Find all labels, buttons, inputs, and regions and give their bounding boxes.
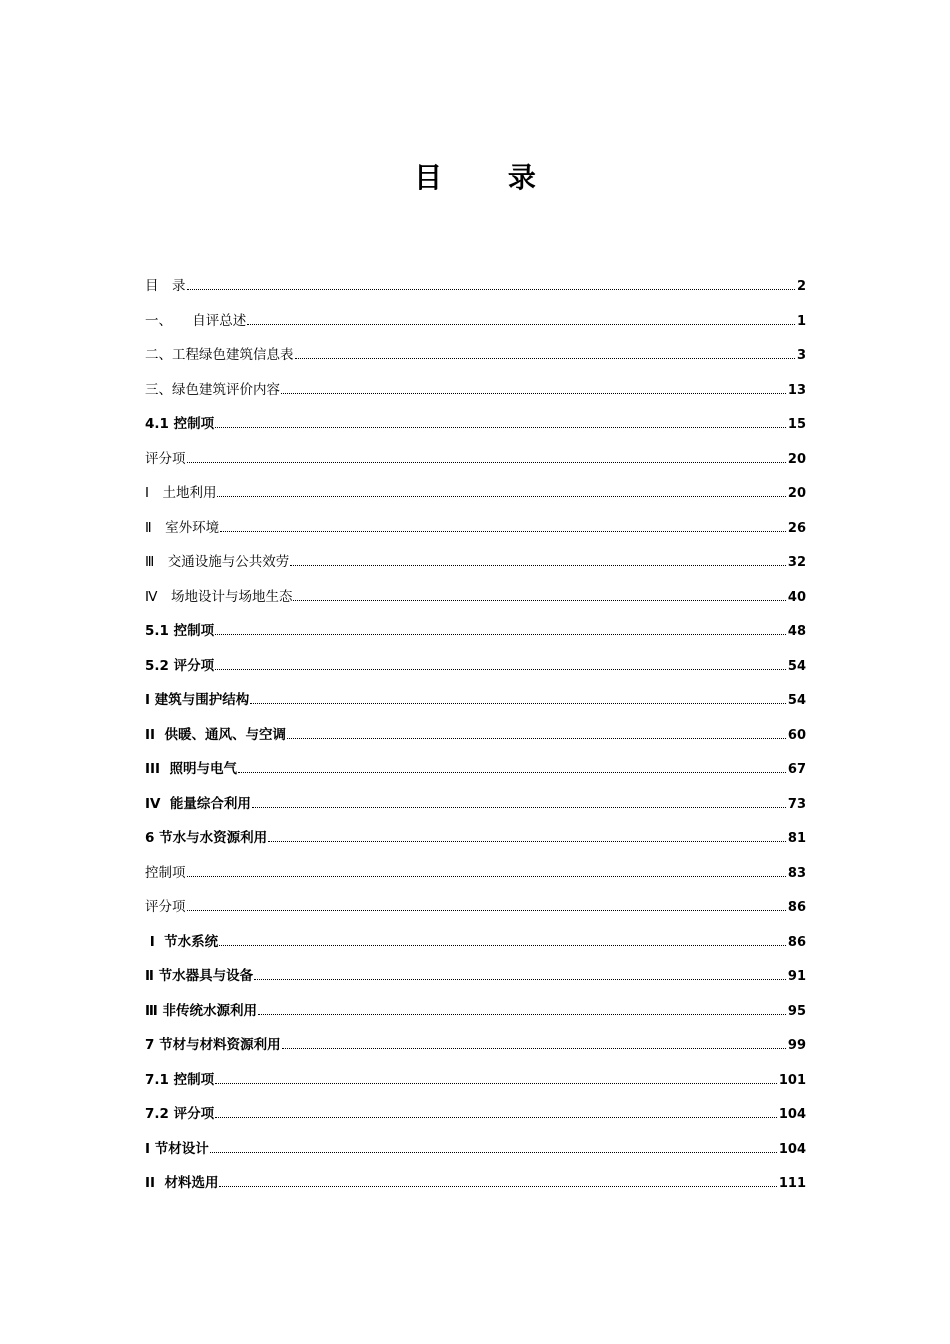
- toc-dot-leader: [215, 634, 786, 635]
- toc-page-number: 99: [787, 1038, 806, 1053]
- toc-page-number: 95: [787, 1003, 806, 1019]
- toc-page-number: 91: [787, 969, 806, 984]
- toc-entry[interactable]: [145, 1173, 806, 1208]
- toc-dot-leader: [217, 496, 785, 497]
- toc-entry-label: Ⅱ 室外环境: [145, 519, 220, 536]
- toc-page-number: 32: [787, 555, 806, 570]
- toc-entry-label: 一、 自评总述: [145, 312, 247, 329]
- toc-page-number: 67: [787, 762, 806, 777]
- toc-entry[interactable]: [145, 1139, 806, 1174]
- toc-entry-label: 7.2 评分项: [145, 1106, 215, 1122]
- toc-entry[interactable]: [145, 897, 806, 932]
- toc-entry[interactable]: [145, 552, 806, 587]
- toc-entry[interactable]: [145, 449, 806, 484]
- toc-dot-leader: [187, 876, 786, 877]
- toc-entry-label: II 供暖、通风、与空调: [145, 726, 286, 743]
- toc-page-number: 48: [787, 624, 806, 639]
- page-title: 目 录: [414, 161, 564, 194]
- toc-entry[interactable]: [145, 1070, 806, 1105]
- toc-entry[interactable]: [145, 725, 806, 760]
- toc-page-number: 111: [778, 1176, 806, 1191]
- toc-dot-leader: [268, 841, 786, 842]
- toc-dot-leader: [290, 565, 786, 566]
- toc-dot-leader: [219, 945, 786, 946]
- toc-entry-label: 三、绿色建筑评价内容: [145, 381, 280, 398]
- toc-page-number: 15: [787, 417, 806, 432]
- toc-page-number: 20: [787, 451, 806, 467]
- toc-dot-leader: [282, 1048, 786, 1049]
- toc-entry-label: 评分项: [145, 450, 186, 467]
- toc-entry-label: 5.1 控制项: [145, 623, 215, 639]
- toc-entry-label: Ⅲ 交通设施与公共效劳: [145, 554, 290, 570]
- toc-entry-label: Ⅰ 土地利用: [145, 485, 217, 501]
- toc-entry-label: I 节材设计: [145, 1140, 209, 1157]
- toc-dot-leader: [215, 1117, 777, 1118]
- toc-entry[interactable]: [145, 690, 806, 725]
- toc-dot-leader: [295, 358, 795, 359]
- toc-entry[interactable]: [145, 932, 806, 967]
- toc-page-number: 20: [787, 486, 806, 501]
- toc-dot-leader: [215, 1083, 777, 1084]
- toc-dot-leader: [219, 1186, 776, 1187]
- toc-entry[interactable]: [145, 794, 806, 829]
- toc-dot-leader: [220, 531, 786, 532]
- toc-dot-leader: [187, 289, 795, 290]
- toc-dot-leader: [187, 462, 786, 463]
- toc-dot-leader: [254, 979, 786, 980]
- toc-entry-label: 5.2 评分项: [145, 657, 215, 674]
- toc-entry[interactable]: [145, 828, 806, 863]
- toc-entry[interactable]: [145, 345, 806, 380]
- toc-page-number: 60: [787, 727, 806, 743]
- toc-entry[interactable]: [145, 276, 806, 311]
- toc-page-number: 13: [787, 382, 806, 398]
- toc-page-number: 104: [778, 1107, 806, 1122]
- toc-entry[interactable]: [145, 1001, 806, 1036]
- toc-page-number: 26: [787, 520, 806, 536]
- toc-entry[interactable]: [145, 1104, 806, 1139]
- table-of-contents: [145, 276, 806, 1208]
- toc-page-number: 54: [787, 693, 806, 708]
- toc-entry[interactable]: [145, 759, 806, 794]
- toc-page-number: 86: [787, 934, 806, 950]
- toc-entry[interactable]: [145, 621, 806, 656]
- toc-entry-label: III 照明与电气: [145, 761, 237, 777]
- toc-entry-label: 7.1 控制项: [145, 1071, 215, 1088]
- toc-entry-label: IV 能量综合利用: [145, 795, 251, 812]
- toc-dot-leader: [187, 910, 786, 911]
- toc-page-number: 104: [778, 1141, 806, 1157]
- toc-page-number: 2: [796, 279, 806, 294]
- toc-dot-leader: [238, 772, 786, 773]
- toc-entry-label: 7 节材与材料资源利用: [145, 1037, 281, 1053]
- toc-entry-label: 4.1 控制项: [145, 416, 215, 432]
- toc-entry-label: Ⅲ 非传统水源利用: [145, 1002, 257, 1019]
- toc-entry-label: 6 节水与水资源利用: [145, 830, 268, 846]
- toc-entry[interactable]: [145, 1035, 806, 1070]
- toc-dot-leader: [252, 807, 786, 808]
- toc-page-number: 101: [778, 1072, 806, 1088]
- toc-dot-leader: [247, 324, 795, 325]
- toc-page-number: 81: [787, 831, 806, 846]
- toc-dot-leader: [250, 703, 786, 704]
- toc-entry[interactable]: [145, 966, 806, 1001]
- toc-entry-label: Ⅱ 节水器具与设备: [145, 968, 254, 984]
- toc-entry-label: 评分项: [145, 899, 186, 915]
- toc-dot-leader: [258, 1014, 786, 1015]
- toc-entry-label: I 建筑与围护结构: [145, 692, 250, 708]
- toc-page-number: 54: [787, 658, 806, 674]
- toc-dot-leader: [210, 1152, 777, 1153]
- toc-entry[interactable]: [145, 414, 806, 449]
- toc-entry[interactable]: [145, 863, 806, 898]
- toc-page-number: 1: [796, 313, 806, 329]
- toc-entry-label: II 材料选用: [145, 1175, 219, 1191]
- toc-entry-label: 目 录: [145, 278, 186, 294]
- toc-entry[interactable]: [145, 483, 806, 518]
- toc-entry[interactable]: [145, 311, 806, 346]
- toc-dot-leader: [287, 738, 786, 739]
- toc-entry-label: 二、工程绿色建筑信息表: [145, 347, 294, 363]
- toc-page-number: 3: [796, 348, 806, 363]
- toc-entry[interactable]: [145, 518, 806, 553]
- toc-entry-label: 控制项: [145, 864, 186, 881]
- toc-entry-label: Ⅳ 场地设计与场地生态: [145, 588, 293, 605]
- toc-dot-leader: [215, 427, 786, 428]
- toc-entry[interactable]: [145, 380, 806, 415]
- toc-dot-leader: [293, 600, 785, 601]
- toc-dot-leader: [215, 669, 786, 670]
- toc-page-number: 73: [787, 796, 806, 812]
- toc-page-number: 40: [787, 589, 806, 605]
- toc-page-number: 86: [787, 900, 806, 915]
- toc-page-number: 83: [787, 865, 806, 881]
- toc-entry[interactable]: [145, 587, 806, 622]
- toc-entry[interactable]: [145, 656, 806, 691]
- toc-dot-leader: [281, 393, 786, 394]
- toc-entry-label: Ⅰ 节水系统: [145, 933, 219, 950]
